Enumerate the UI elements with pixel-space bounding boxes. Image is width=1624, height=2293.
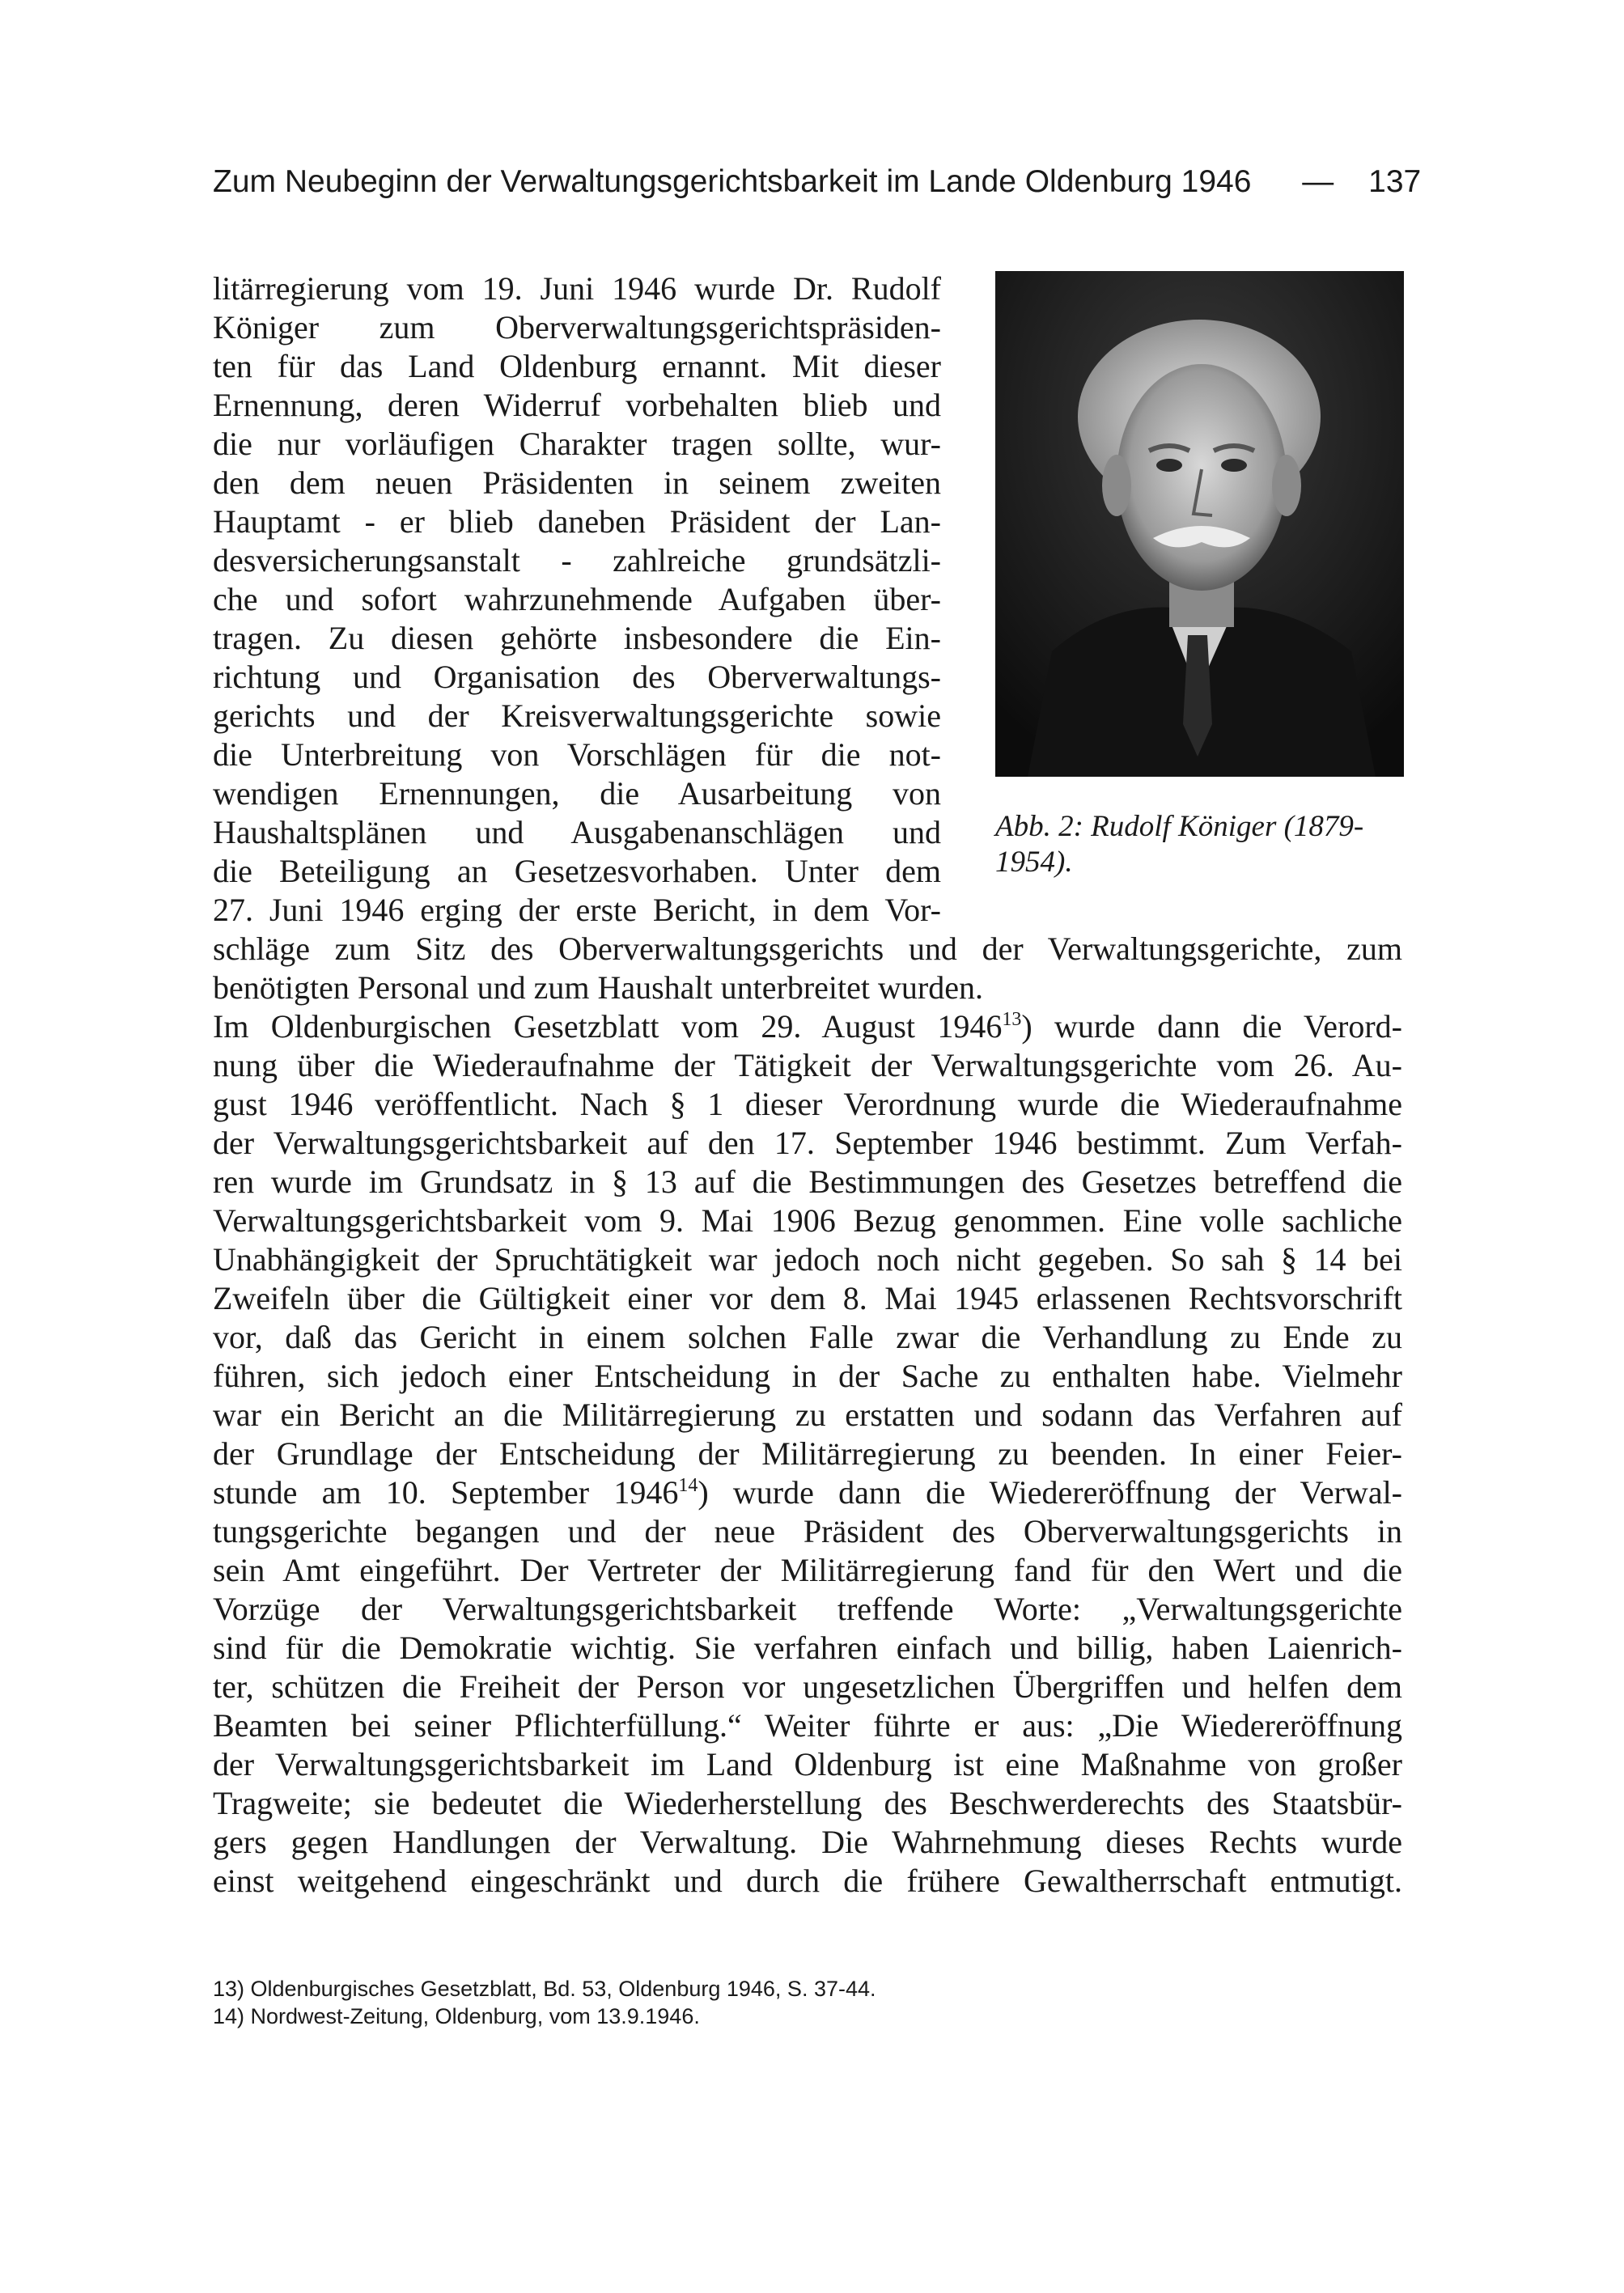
text-line: tragen. Zu diesen gehörte insbesondere die Ein-: [213, 620, 941, 656]
text-line: Hauptamt - er blieb daneben Präsident der Lan-: [213, 503, 941, 540]
text-line: Zweifeln über die Gültigkeit einer vor dem 8. Mai 1945 erlassenen Rechtsvorschrift: [213, 1280, 1402, 1316]
text-line: Tragweite; sie bedeutet die Wiederherstellung des Beschwerderechts des Staatsbür-: [213, 1785, 1402, 1821]
figure-caption-line-1: Abb. 2: Rudolf Königer (1879-: [995, 810, 1364, 843]
text-line: gers gegen Handlungen der Verwaltung. Die Wahrnehmung dieses Rechts wurde: [213, 1824, 1402, 1860]
portrait-photo: [995, 271, 1404, 777]
text-line: führen, sich jedoch einer Entscheidung in der Sache zu enthalten habe. Vielmehr: [213, 1358, 1402, 1394]
text-line: benötigten Personal und zum Haushalt unterbreitet wurden.: [213, 969, 983, 1006]
text-line: ten für das Land Oldenburg ernannt. Mit dieser: [213, 348, 941, 384]
text-line: die nur vorläufigen Charakter tragen sollte, wur-: [213, 426, 941, 462]
text-line: der Verwaltungsgerichtsbarkeit im Land Oldenburg ist eine Maßnahme von großer: [213, 1746, 1402, 1782]
text-line: tungsgerichte begangen und der neue Präsident des Oberverwaltungsgerichts in: [213, 1513, 1402, 1549]
footnote-ref-13: 13: [1002, 1009, 1022, 1030]
running-title: Zum Neubeginn der Verwaltungsgerichtsbarkeit im Lande Oldenburg 1946: [213, 164, 1252, 199]
text-line: richtung und Organisation des Oberverwaltungs-: [213, 659, 941, 695]
text-line: ren wurde im Grundsatz in § 13 auf die Bestimmungen des Gesetzes betreffend die: [213, 1163, 1402, 1200]
text-line: desversicherungsanstalt - zahlreiche grundsätzli-: [213, 542, 941, 579]
text-line: gust 1946 veröffentlicht. Nach § 1 dieser Verordnung wurde die Wiederaufnahme: [213, 1086, 1402, 1122]
text-line: wendigen Ernennungen, die Ausarbeitung von: [213, 775, 941, 812]
text-line: Ernennung, deren Widerruf vorbehalten blieb und: [213, 387, 941, 423]
text-line: Vorzüge der Verwaltungsgerichtsbarkeit treffende Worte: „Verwaltungsgerichte: [213, 1591, 1402, 1627]
text-line: sind für die Demokratie wichtig. Sie verfahren einfach und billig, haben Laienrich-: [213, 1630, 1402, 1666]
text-span: ) wurde dann die Verord-: [1021, 1008, 1402, 1045]
text-line: litärregierung vom 19. Juni 1946 wurde Dr. Rudolf: [213, 270, 941, 307]
text-line: ter, schützen die Freiheit der Person vor ungesetzlichen Übergriffen und helfen dem: [213, 1668, 1402, 1705]
text-line: schläge zum Sitz des Oberverwaltungsgerichts und der Verwaltungsgerichte, zum: [213, 930, 1402, 967]
running-header: [213, 162, 1422, 202]
text-line: Haushaltsplänen und Ausgabenanschlägen und: [213, 814, 941, 850]
text-line: die Beteiligung an Gesetzesvorhaben. Unter dem: [213, 853, 941, 889]
text-line: Beamten bei seiner Pflichterfüllung.“ Weiter führte er aus: „Die Wiedereröffnung: [213, 1707, 1402, 1744]
text-line: gerichts und der Kreisverwaltungsgerichte sowie: [213, 697, 941, 734]
header-separator: —: [1302, 164, 1334, 199]
text-line: Unabhängigkeit der Spruchtätigkeit war jedoch noch nicht gegeben. So sah § 14 bei: [213, 1241, 1402, 1278]
text-line: che und sofort wahrzunehmende Aufgaben über-: [213, 581, 941, 617]
footnote-14: 14) Nordwest-Zeitung, Oldenburg, vom 13.9.1946.: [213, 2004, 700, 2028]
text-line: vor, daß das Gericht in einem solchen Falle zwar die Verhandlung zu Ende zu: [213, 1319, 1402, 1355]
text-line: [213, 1007, 1402, 1046]
text-line: die Unterbreitung von Vorschlägen für die not-: [213, 736, 941, 773]
text-line: nung über die Wiederaufnahme der Tätigkeit der Verwaltungsgerichte vom 26. Au-: [213, 1047, 1402, 1083]
text-line: sein Amt eingeführt. Der Vertreter der Militärregierung fand für den Wert und die: [213, 1552, 1402, 1588]
footnote-ref-14: 14: [678, 1475, 698, 1496]
text-line: der Grundlage der Entscheidung der Militärregierung zu beenden. In einer Feier-: [213, 1435, 1402, 1472]
text-line: Königer zum Oberverwaltungsgerichtspräsiden-: [213, 309, 941, 345]
text-span: Im Oldenburgischen Gesetzblatt vom 29. August 1946: [213, 1008, 1003, 1045]
text-line: den dem neuen Präsidenten in seinem zweiten: [213, 464, 941, 501]
text-line: der Verwaltungsgerichtsbarkeit auf den 17. September 1946 bestimmt. Zum Verfah-: [213, 1125, 1402, 1161]
text-line: war ein Bericht an die Militärregierung zu erstatten und sodann das Verfahren auf: [213, 1397, 1402, 1433]
text-line: [213, 1473, 1402, 1512]
text-span: stunde am 10. September 1946: [213, 1474, 679, 1511]
text-line: einst weitgehend eingeschränkt und durch die frühere Gewaltherrschaft entmutigt.: [213, 1863, 1402, 1899]
text-line: 27. Juni 1946 erging der erste Bericht, in dem Vor-: [213, 892, 941, 928]
text-line: Verwaltungsgerichtsbarkeit vom 9. Mai 1906 Bezug genommen. Eine volle sachliche: [213, 1202, 1402, 1239]
text-span: ) wurde dann die Wiedereröffnung der Verwal-: [698, 1474, 1402, 1511]
figure-caption-line-2: 1954).: [995, 846, 1073, 879]
page-number: 137: [1368, 164, 1422, 199]
footnote-13: 13) Oldenburgisches Gesetzblatt, Bd. 53, Oldenburg 1946, S. 37-44.: [213, 1977, 876, 2001]
portrait-illustration: [995, 271, 1404, 777]
